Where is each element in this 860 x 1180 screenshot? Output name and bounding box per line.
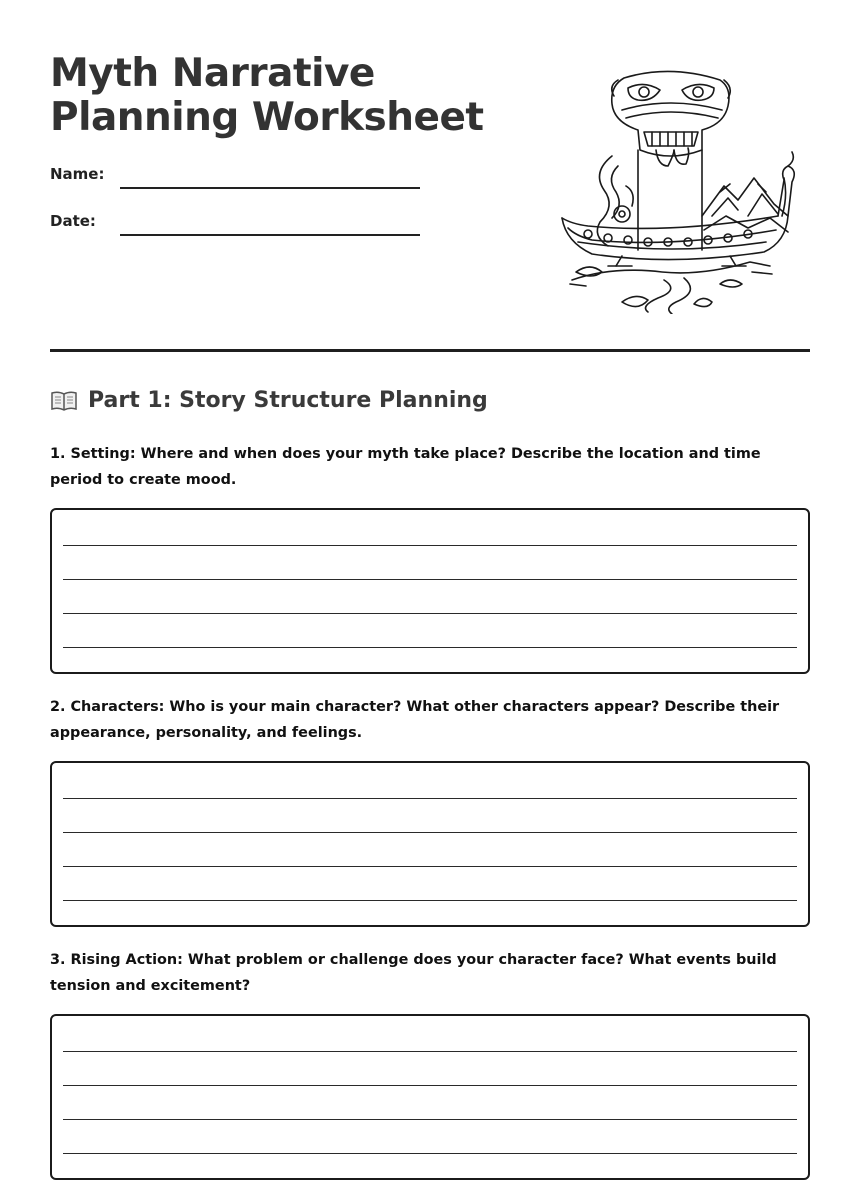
name-field[interactable] [120,187,420,189]
writing-line [63,579,797,580]
open-book-icon [50,390,78,412]
date-field[interactable] [120,234,420,236]
answer-box-1[interactable] [50,508,810,674]
writing-line [63,832,797,833]
answer-box-2[interactable] [50,761,810,927]
title-line-1: Myth Narrative [50,51,375,96]
question-3: 3. Rising Action: What problem or challenge does your character face? What events build tension and excitement? [50,952,777,994]
title-line-2: Planning Worksheet [50,95,484,140]
writing-line [63,900,797,901]
question-2: 2. Characters: Who is your main character? What other characters appear? Describe their appearance, personality, and feelings. [50,699,780,741]
section-heading-part-1 [50,388,488,413]
writing-line [63,1051,797,1052]
section-heading-text: Part 1: Story Structure Planning [88,388,488,413]
worksheet-title [50,52,484,140]
answer-box-3[interactable] [50,1014,810,1180]
writing-line [63,1153,797,1154]
writing-line [63,545,797,546]
name-label: Name: [50,165,105,183]
writing-line [63,613,797,614]
writing-line [63,798,797,799]
writing-line [63,866,797,867]
waka-tiki-illustration [552,66,796,314]
date-label: Date: [50,212,96,230]
header-divider [50,349,810,352]
question-1: 1. Setting: Where and when does your myth take place? Describe the location and time period to create mood. [50,446,761,488]
writing-line [63,647,797,648]
writing-line [63,1085,797,1086]
writing-line [63,1119,797,1120]
